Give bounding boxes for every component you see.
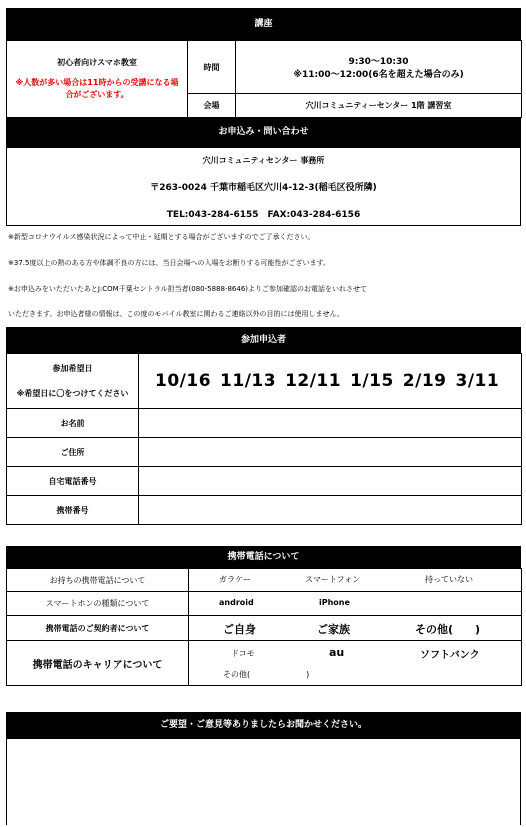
phone-survey-table xyxy=(6,568,522,686)
q4-other[interactable]: その他( ) xyxy=(223,670,310,679)
name-field[interactable] xyxy=(139,409,522,438)
date-hint: ※希望日に〇をつけてください xyxy=(16,389,129,398)
course-table xyxy=(6,40,522,118)
notes xyxy=(8,232,520,322)
note-3: ※お申込みをいただいたあとJ:COM千葉セントラル担当者(080-5888-8646)よりご参加確認のお電話をいれさせて xyxy=(8,285,368,293)
phone-survey-header: 携帯電話について xyxy=(6,546,521,568)
feedback-header: ご要望・ご意見等ありましたらお聞かせください。 xyxy=(6,712,521,738)
q4-options xyxy=(189,641,522,686)
q3-option[interactable]: その他( ) xyxy=(415,623,481,636)
q4-option[interactable]: au xyxy=(329,646,345,659)
note-4: いただきます。お申込者様の情報は、この度のモバイル教室に関わるご連絡以外の目的には使用しません。 xyxy=(8,310,344,318)
date-option[interactable]: 11/13 xyxy=(220,371,277,391)
q2-option[interactable]: iPhone xyxy=(319,598,350,607)
contact-box xyxy=(6,147,521,226)
q3-option[interactable]: ご家族 xyxy=(317,623,350,636)
time-label: 時間 xyxy=(188,41,236,94)
q1-option[interactable]: スマートフォン xyxy=(305,575,361,584)
applicant-header: 参加申込者 xyxy=(6,327,521,353)
address-label: ご住所 xyxy=(7,438,139,467)
date-options xyxy=(139,354,522,409)
date-label-cell xyxy=(7,354,139,409)
time-extra: ※11:00～12:00(6名を超えた場合のみ) xyxy=(293,70,464,80)
q1-option[interactable]: 持っていない xyxy=(425,575,473,584)
q1-option[interactable]: ガラケー xyxy=(219,575,251,584)
mobile-label: 携帯番号 xyxy=(7,496,139,525)
q3-option[interactable]: ご自身 xyxy=(223,623,256,636)
contact-header: お申込み・問い合わせ xyxy=(6,117,521,147)
q2-label: スマートホンの種類について xyxy=(7,592,189,616)
time-cell xyxy=(236,41,522,94)
q4-label: 携帯電話のキャリアについて xyxy=(7,641,189,686)
q3-options xyxy=(189,616,522,641)
time-main: 9:30～10:30 xyxy=(348,57,409,67)
feedback-box[interactable] xyxy=(6,738,521,825)
home-phone-field[interactable] xyxy=(139,467,522,496)
applicant-table xyxy=(6,353,522,525)
q2-options xyxy=(189,592,522,616)
home-phone-label: 自宅電話番号 xyxy=(7,467,139,496)
q1-label: お持ちの携帯電話について xyxy=(7,569,189,592)
address-field[interactable] xyxy=(139,438,522,467)
q2-option[interactable]: android xyxy=(219,598,254,607)
note-1: ※新型コロナウイルス感染状況によって中止・延期とする場合がございますのでご了承ください。 xyxy=(8,233,315,241)
date-option[interactable]: 12/11 xyxy=(285,371,342,391)
date-option[interactable]: 1/15 xyxy=(350,371,394,391)
venue-value: 穴川コミュニティーセンター 1階 講習室 xyxy=(236,94,522,118)
mobile-field[interactable] xyxy=(139,496,522,525)
course-name: 初心者向けスマホ教室 xyxy=(57,58,137,67)
course-header: 講座 xyxy=(6,8,521,40)
date-label: 参加希望日 xyxy=(52,364,93,373)
q4-option[interactable]: ソフトバンク xyxy=(420,650,480,661)
note-2: ※37.5度以上の熱のある方や体調不良の方には、当日会場への入場をお断りする可能性がございます。 xyxy=(8,259,330,267)
contact-office: 穴川コミュニティセンター 事務所 xyxy=(202,156,325,165)
date-option[interactable]: 3/11 xyxy=(455,371,500,391)
name-label: お名前 xyxy=(7,409,139,438)
contact-phone: TEL:043-284-6155 FAX:043-284-6156 xyxy=(166,210,361,220)
q4-option[interactable]: ドコモ xyxy=(231,649,255,658)
q1-options xyxy=(189,569,522,592)
course-name-cell xyxy=(7,41,188,118)
date-option[interactable]: 2/19 xyxy=(402,371,447,391)
venue-label: 会場 xyxy=(188,94,236,118)
contact-address: 〒263-0024 千葉市稲毛区穴川4-12-3(稲毛区役所隣) xyxy=(150,183,377,193)
date-option[interactable]: 10/16 xyxy=(155,371,212,391)
course-notice: ※人数が多い場合は11時からの受講になる場合がございます。 xyxy=(15,78,179,99)
q3-label: 携帯電話のご契約者について xyxy=(7,616,189,641)
